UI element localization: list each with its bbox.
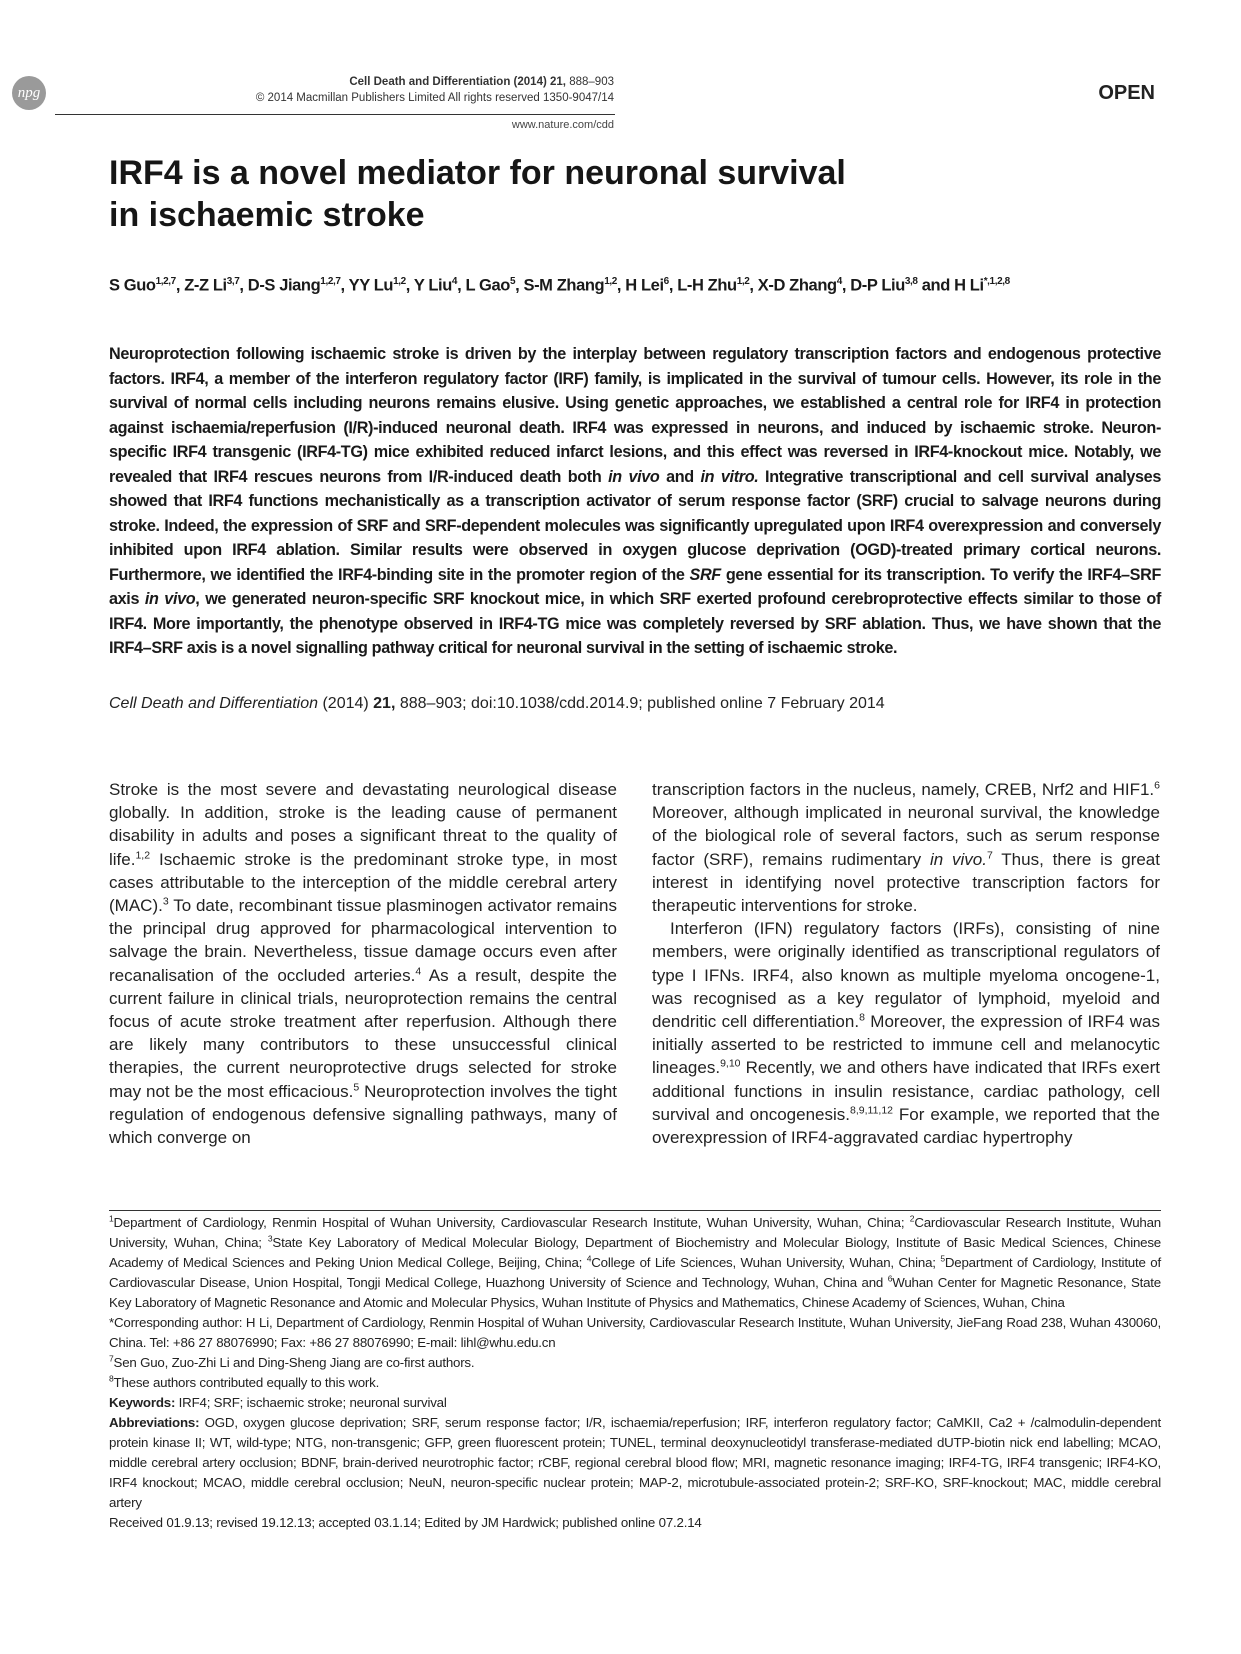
article-title: IRF4 is a novel mediator for neuronal survival in ischaemic stroke [109,154,846,234]
body-column-right [652,778,1160,1149]
co-first-note: $^7$Sen Guo, Zuo-Zhi Li and Ding-Sheng Jiang are co-first authors. [109,1353,475,1370]
author-affiliation-marker: 6 [663,276,669,287]
affiliation-number: 1 [109,1213,114,1224]
journal-header [256,74,614,106]
author-name: L Gao [465,276,510,295]
author-name: Y Liu [413,276,452,295]
paragraph: Interferon (IFN) regulatory factors (IRFs), consisting of nine members, were originally identified as transcriptional regulators of type I IFNs. IRF4, also known as multiple myeloma oncogene-1, was recognised as a key regulator of lymphoid, myeloid and dendritic cell differentiation.$^8$ Moreover, the expression of IRF4 was initially asserted to be restricted to immune cell and melanocytic lineages.$^{9,10}$ Recently, we and others have indicated that IRFs exert additional functions in insulin resistance, cardiac pathology, cell survival and oncogenesis.$^{8,9,11,12}$ For example, we reported that the overexpression of IRF4-aggravated cardiac hypertrophy [652,919,1160,1148]
affiliation-number: 6 [887,1273,893,1284]
author-affiliation-marker: 4 [451,276,458,287]
corresponding-author: *Corresponding author: H Li, Department of Cardiology, Renmin Hospital of Wuhan University, Cardiovascular Research Institute, Wuhan University, JieFang Road 238, Wuhan 430060, China. Tel: +86 27 88076990; Fax: +86 27 88076990; E-mail: lihl@whu.edu.cn [109,1315,1161,1350]
author-name: L-H Zhu [677,276,737,295]
author-affiliation-marker: 4 [836,276,842,287]
reference-marker[interactable]: 7 [986,848,993,861]
reference-marker[interactable]: 3 [162,895,169,908]
copyright-line: © 2014 Macmillan Publishers Limited All rights reserved 1350-9047/14 [255,92,614,104]
paragraph: transcription factors in the nucleus, namely, CREB, Nrf2 and HIF1.$^6$ Moreover, although implicated in neuronal survival, the knowledge of the biological role of several factors, such as serum response factor (SRF), remains rudimentary in vivo.$^7$ Thus, there is great interest in identifying novel protective transcription factors for therapeutic interventions for stroke. [652,779,1160,916]
footnote-rule [109,1210,1161,1211]
keywords: Keywords: IRF4; SRF; ischaemic stroke; neuronal survival [109,1395,447,1410]
affiliation-number: 3 [267,1233,273,1244]
abstract: Neuroprotection following ischaemic stroke is driven by the interplay between regulatory transcription factors and endogenous protective factors. IRF4, a member of the interferon regulatory factor (IRF) family, is implicated in the survival of tumour cells. However, its role in the survival of normal cells including neurons remains elusive. Using genetic approaches, we established a central role for IRF4 in protection against ischaemia/reperfusion (I/R)-induced neuronal death. IRF4 was expressed in neurons, and induced by ischaemic stroke. Neuron-specific IRF4 transgenic (IRF4-TG) mice exhibited reduced infarct lesions, and this effect was reversed in IRF4-knockout mice. Notably, we revealed that IRF4 rescues neurons from I/R-induced death both in vivo and in vitro. Integrative transcriptional and cell survival analyses showed that IRF4 functions mechanistically as a transcription activator of serum response factor (SRF) crucial to salvage neurons during stroke. Indeed, the expression of SRF and SRF-dependent molecules was significantly upregulated upon IRF4 overexpression and conversely inhibited upon IRF4 ablation. Similar results were observed in oxygen glucose deprivation (OGD)-treated primary cortical neurons. Furthermore, we identified the IRF4-binding site in the promoter region of the SRF gene essential for its transcription. To verify the IRF4–SRF axis in vivo, we generated neuron-specific SRF knockout mice, in which SRF exerted profound cerebroprotective effects similar to those of IRF4. More importantly, the phenotype observed in IRF4-TG mice was completely reversed by SRF ablation. Thus, we have shown that the IRF4–SRF axis is a novel signalling pathway critical for neuronal survival in the setting of ischaemic stroke. [109,345,1161,657]
reference-marker[interactable]: 6 [1154,779,1160,792]
author-affiliation-marker: 5 [509,276,516,287]
received-dates: Received 01.9.13; revised 19.12.13; accepted 03.1.14; Edited by JM Hardwick; published online 07.2.14 [109,1515,702,1530]
affiliation-number: 4 [586,1253,592,1264]
author-name: YY Lu [348,276,394,295]
author-affiliation-marker: 1,2 [604,276,617,287]
affiliation-text: Cardiovascular Research Institute, Wuhan University, Wuhan, China; [109,1215,1162,1250]
author-name: Z-Z Li [184,276,227,295]
reference-marker[interactable]: 9,10 [720,1057,741,1070]
author-name: D-P Liu [850,276,905,295]
footnotes [109,1213,1161,1533]
author-name: D-S Jiang [247,276,321,295]
article-citation: Cell Death and Differentiation (2014) 21, 888–903; doi:10.1038/cdd.2014.9; published online 7 February 2014 [109,695,885,712]
author-affiliation-marker: 1,2,7 [320,276,341,287]
author-name: S-M Zhang [523,276,605,295]
author-list: S Guo$^{1,2,7}$, Z-Z Li$^{3,7}$, D-S Jiang$^{1,2,7}$, YY Lu$^{1,2}$, Y Liu$^4$, L Gao$^5$, S-M Zhang$^{1,2}$, H Lei$^6$, L-H Zhu$^{1,2}$, X-D Zhang$^4$, D-P Liu$^{3,8}$ and H $Li^{*,1,2,8}$ [109,276,1010,295]
reference-marker[interactable]: 5 [353,1080,360,1093]
author-affiliation-marker: 3,8 [904,276,918,287]
author-affiliation-marker: 1,2,7 [155,276,176,287]
reference-marker[interactable]: 8,9,11,12 [850,1104,894,1117]
affiliation-text: College of Life Sciences, Wuhan University, Wuhan, China; [591,1255,941,1270]
author-name: X-D Zhang [757,276,837,295]
affiliation-text: Department of Cardiology, Institute of Cardiovascular Disease, Union Hospital, Tongji Medical College, Huazhong University of Science and Technology, Wuhan, China and [109,1255,1161,1290]
affiliations [109,1213,1161,1313]
reference-marker[interactable]: 4 [415,964,422,977]
npg-logo: npg [12,76,46,110]
affiliation-text: State Key Laboratory of Medical Molecular Biology, Department of Biochemistry and Molecular Biology, Institute of Basic Medical Sciences, Chinese Academy of Medical Sciences and Peking Union Medical College, Beijing, China; [109,1235,1161,1270]
author-affiliation-marker: 1,2 [736,276,750,287]
abbreviations: Abbreviations: OGD, oxygen glucose deprivation; SRF, serum response factor; I/R, ischaemia/reperfusion; IRF, interferon regulatory factor; CaMKII, Ca2 + /calmodulin-dependent protein kinase II; WT, wild-type; NTG, non-transgenic; GFP, green fluorescent protein; TUNEL, terminal deoxynucleotidyl transferase-mediated dUTP-biotin nick end labelling; MCAO, middle cerebral artery occlusion; BDNF, brain-derived neurotrophic factor; rCBF, regional cerebral blood flow; MRI, magnetic resonance imaging; IRF4-TG, IRF4 transgenic; IRF4-KO, IRF4 knockout; MCAO, middle cerebral occlusion; NeuN, neuron-specific nuclear protein; MAP-2, microtubule-associated protein-2; SRF-KO, SRF-knockout; MAC, middle cerebral artery [109,1415,1161,1510]
author-name: S Guo [109,276,156,295]
body-column-left [109,778,617,1149]
affiliation-number: 5 [940,1253,945,1264]
reference-marker[interactable]: 1,2 [135,848,151,861]
affiliation-text: Wuhan Center for Magnetic Resonance, State Key Laboratory of Magnetic Resonance and Atomic and Molecular Physics, Wuhan Institute of Physics and Mathematics, Chinese Academy of Sciences, Wuhan, China [109,1275,1161,1310]
equal-contribution-note: $^8$These authors contributed equally to this work. [109,1373,380,1390]
paragraph: Stroke is the most severe and devastating neurological disease globally. In addition, stroke is the leading cause of permanent disability in adults and poses a significant threat to the quality of life.$^{1,2}$ Ischaemic stroke is the predominant stroke type, in most cases attributable to the interception of the middle cerebral artery (MAC).$^3$ To date, recombinant tissue plasminogen activator remains the principal drug approved for pharmacological intervention to salvage the brain. Nevertheless, tissue damage occurs even after recanalisation of the occluded arteries.$^4$ As a result, despite the current failure in clinical trials, neuroprotection remains the central focus of acute stroke treatment after reperfusion. Although there are likely many contributors to these unsuccessful clinical therapies, the current neuroprotective drugs selected for stroke may not be the most efficacious.$^5$ Neuroprotection involves the tight regulation of endogenous defensive signalling pathways, many of which converge on [109,780,618,1148]
journal-website-link[interactable]: www.nature.com/cdd [511,119,614,131]
author-affiliation-marker: 3,7 [226,276,240,287]
open-access-label: OPEN [1098,82,1155,104]
affiliation-text: Department of Cardiology, Renmin Hospital of Wuhan University, Cardiovascular Research Institute, Wuhan University, Wuhan, China; [113,1215,910,1230]
author-affiliation-marker: 1,2 [393,276,406,287]
author-name: H Lei [625,276,664,295]
journal-reference: Cell Death and Differentiation (2014) 21, 888–903 [349,76,614,88]
author-affiliation-marker: *,1,2,8 [983,276,1010,287]
reference-marker[interactable]: 8 [859,1011,865,1024]
affiliation-number: 2 [909,1213,915,1224]
header-rule [55,114,615,115]
author-name: H Li [954,276,984,295]
